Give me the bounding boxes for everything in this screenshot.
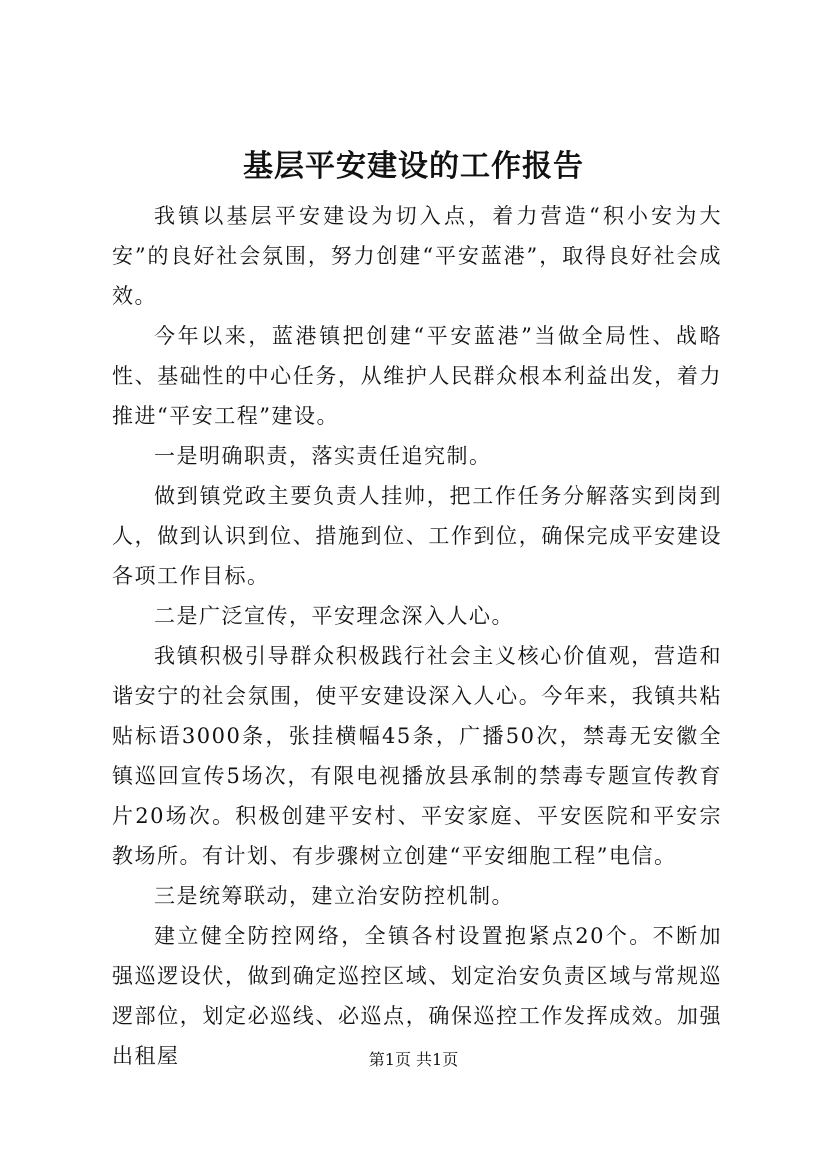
paragraph-intro: 我镇以基层平安建设为切入点，着力营造“积小安为大安”的良好社会氛围，努力创建“平安蓝港”，取得良好社会成效。 (112, 204, 722, 308)
section-heading-2: 二是广泛宣传，平安理念深入人心。 (154, 604, 514, 628)
paragraph-overview: 今年以来，蓝港镇把创建“平安蓝港”当做全局性、战略性、基础性的中心任务，从维护人民群众根本利益出发，着力推进“平安工程”建设。 (112, 324, 722, 428)
page-number: 第1页 共1页 (368, 1050, 459, 1069)
section-heading-1: 一是明确职责，落实责任追究制。 (154, 444, 492, 468)
section-heading-3: 三是统筹联动，建立治安防控机制。 (154, 884, 514, 908)
paragraph-responsibility: 做到镇党政主要负责人挂帅，把工作任务分解落实到岗到人，做到认识到位、措施到位、工作到位，确保完成平安建设各项工作目标。 (112, 484, 722, 588)
document-body (112, 196, 722, 1076)
paragraph-prevention: 建立健全防控网络，全镇各村设置抱紧点20个。不断加强巡逻设伏，做到确定巡控区域、划定治安负责区域与常规巡逻部位，划定必巡线、必巡点，确保巡控工作发挥成效。加强出租屋 (112, 924, 722, 1068)
paragraph-publicity: 我镇积极引导群众积极践行社会主义核心价值观，营造和谐安宁的社会氛围，使平安建设深入人心。今年来，我镇共粘贴标语3000条，张挂横幅45条，广播50次，禁毒无安徽全镇巡回宣传5场次，有限电视播放县承制的禁毒专题宣传教育片20场次。积极创建平安村、平安家庭、平安医院和平安宗教场所。有计划、有步骤树立创建“平安细胞工程”电信。 (112, 644, 722, 868)
document-title: 基层平安建设的工作报告 (243, 149, 584, 184)
